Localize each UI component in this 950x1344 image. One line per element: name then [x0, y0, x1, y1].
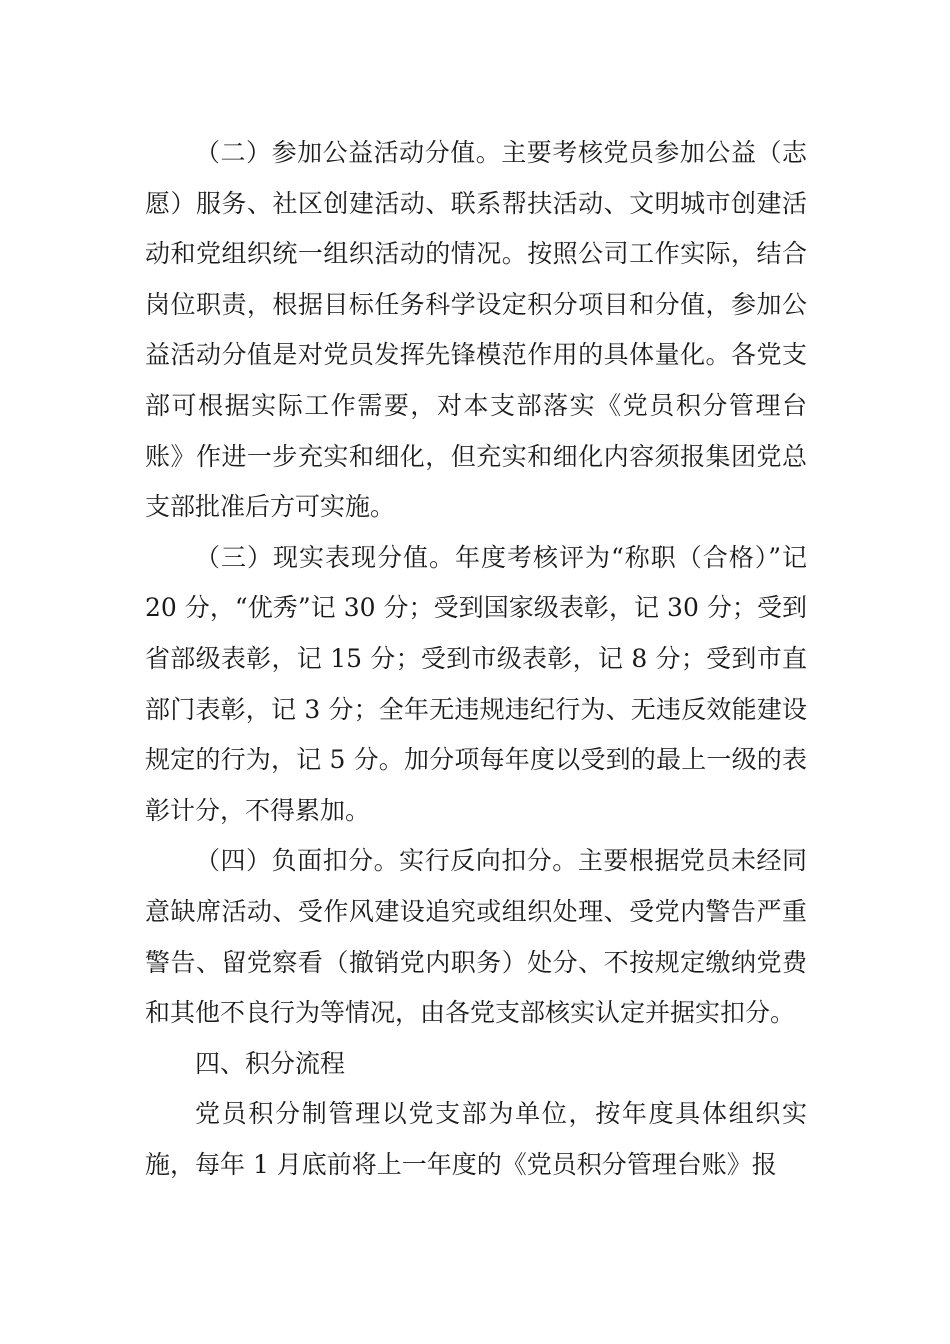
paragraph-public-welfare: （二）参加公益活动分值。主要考核党员参加公益（志愿）服务、社区创建活动、联系帮扶活动、文明城市创建活动和党组织统一组织活动的情况。按照公司工作实际，结合岗位职责，根据目标任务科学设定积分项目和分值，参加公益活动分值是对党员发挥先锋模范作用的具体量化。各党支部可根据实际工作需要，对本支部落实《党员积分管理台账》作进一步充实和细化，但充实和细化内容须报集团党总支部批准后方可实施。	[145, 138, 807, 522]
paragraph-deduction: （四）负面扣分。实行反向扣分。主要根据党员未经同意缺席活动、受作风建设追究或组织处理、受党内警告严重警告、留党察看（撤销党内职务）处分、不按规定缴纳党费和其他不良行为等情况，由各党支部核实认定并据实扣分。	[145, 846, 807, 1028]
document-body	[145, 128, 807, 1190]
section-heading-points-process: 四、积分流程	[195, 1048, 346, 1078]
paragraph-points-management: 党员积分制管理以党支部为单位，按年度具体组织实施，每年 1 月底前将上一年度的《党员积分管理台账》报	[145, 1099, 807, 1179]
paragraph-performance: （三）现实表现分值。年度考核评为“称职（合格）”记 20 分，“优秀”记 30 分；受到国家级表彰，记 30 分；受到省部级表彰，记 15 分；受到市级表彰，记 8 分；受到市直部门表彰，记 3 分；全年无违规违纪行为、无违反效能建设规定的行为，记 5 分。加分项每年度以受到的最上一级的表彰计分，不得累加。	[145, 542, 807, 825]
